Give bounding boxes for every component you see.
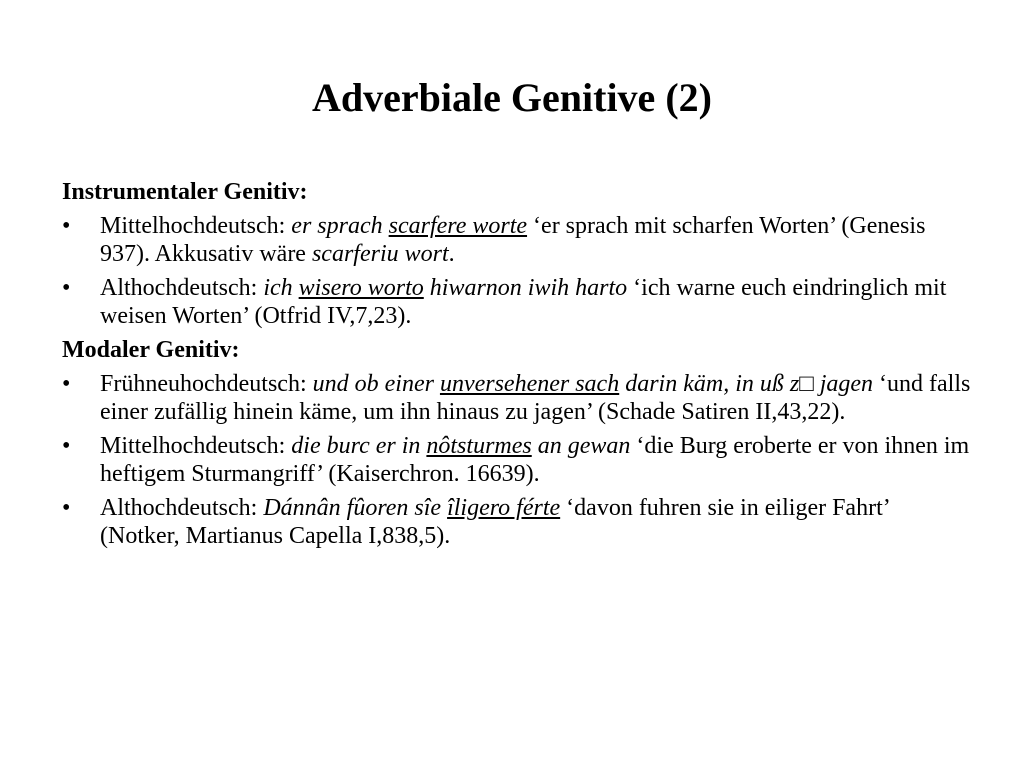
slide-content xyxy=(62,178,972,556)
body-text: ‘und falls einer zufällig hinein käme, um ihn hinaus zu jagen’ (Schade Satiren II,43,22). xyxy=(100,371,971,425)
example-text: er sprach xyxy=(291,213,389,239)
bullet-icon: • xyxy=(62,371,71,397)
body-text: Frühneuhochdeutsch: xyxy=(100,371,313,397)
bullet-item xyxy=(62,212,972,268)
body-text: . xyxy=(448,241,455,267)
body-text: Althochdeutsch: xyxy=(100,275,264,301)
example-text: Dánnân fûoren sîe xyxy=(263,495,448,521)
genitive-form: nôtsturmes xyxy=(426,433,532,459)
body-text: ‘er sprach mit scharfen Worten’ (Genesis 937). Akkusativ wäre xyxy=(100,213,926,267)
example-text: hiwarnon iwih harto xyxy=(423,275,628,301)
body-text: Mittelhochdeutsch: xyxy=(100,213,292,239)
body-text: ‘ich warne euch eindringlich mit weisen Worten’ (Otfrid IV,7,23). xyxy=(100,275,947,329)
example-text: ich xyxy=(263,275,299,301)
slide-title: Adverbiale Genitive (2) xyxy=(312,75,712,120)
genitive-form: unversehener sach xyxy=(439,371,620,397)
example-text: und ob einer xyxy=(312,371,440,397)
section-heading: Instrumentaler Genitiv: xyxy=(62,179,308,205)
genitive-form: îligero férte xyxy=(447,495,561,521)
section-heading: Modaler Genitiv: xyxy=(62,337,240,363)
body-text: ‘davon fuhren sie in eiliger Fahrt’ (Notker, Martianus Capella I,838,5). xyxy=(100,495,889,549)
bullet-icon: • xyxy=(62,495,71,521)
body-text: ‘die Burg eroberte er von ihnen im heftigem Sturmangriff’ (Kaiserchron. 16639). xyxy=(100,433,970,487)
bullet-item xyxy=(62,370,972,426)
bullet-icon: • xyxy=(62,213,71,239)
example-text: scarferiu wort xyxy=(311,241,449,267)
bullet-item xyxy=(62,494,972,550)
genitive-form: scarfere worte xyxy=(388,213,528,239)
bullet-icon: • xyxy=(62,433,71,459)
example-text: die burc er in xyxy=(291,433,427,459)
example-text: an gewan xyxy=(531,433,631,459)
body-text: Mittelhochdeutsch: xyxy=(100,433,292,459)
bullet-item xyxy=(62,274,972,330)
bullet-item xyxy=(62,432,972,488)
example-text: darin käm, in uß z□ jagen xyxy=(619,371,874,397)
genitive-form: wisero worto xyxy=(298,275,424,301)
bullet-icon: • xyxy=(62,275,71,301)
body-text: Althochdeutsch: xyxy=(100,495,264,521)
